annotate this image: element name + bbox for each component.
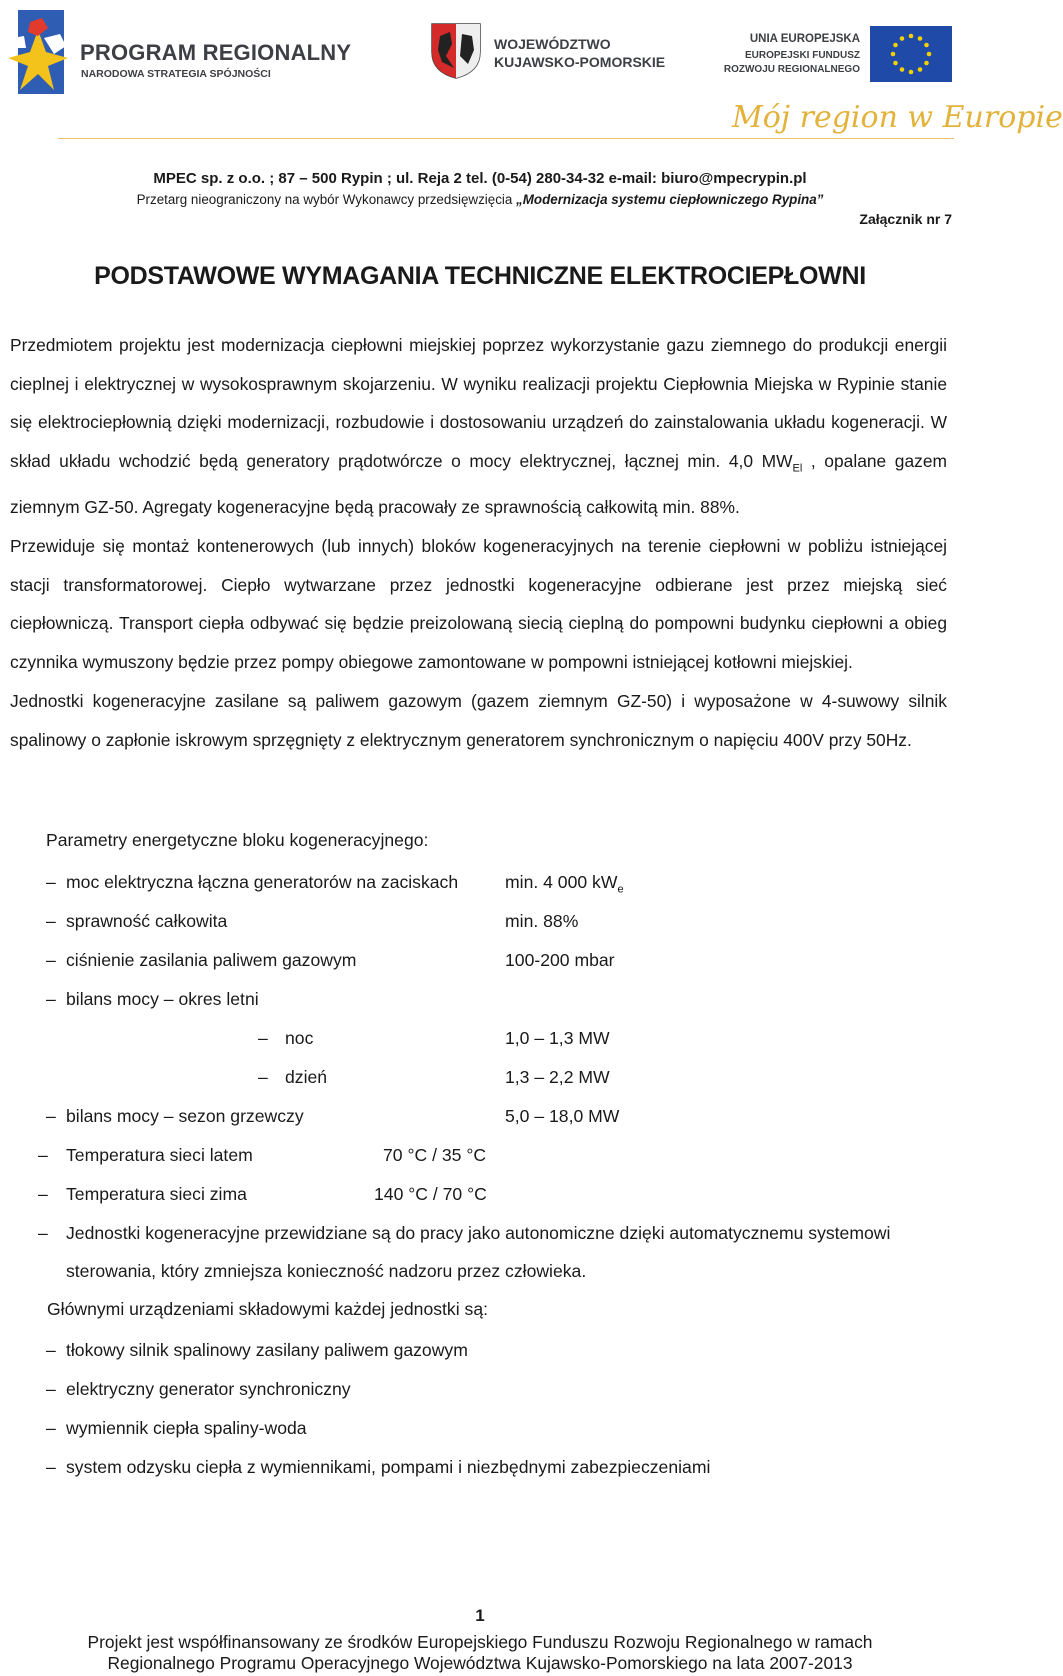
- parameters-heading: Parametry energetyczne bloku kogeneracyjnego:: [46, 830, 429, 850]
- param-label: ciśnienie zasilania paliwem gazowym: [66, 950, 357, 970]
- voivodeship-line1: WOJEWÓDZTWO: [494, 36, 611, 52]
- param-label: bilans mocy – okres letni: [66, 989, 259, 1009]
- footer-line-1: Projekt jest współfinansowany ze środków Europejskiego Funduszu Rozwoju Regionalnego w ramach: [87, 1632, 873, 1652]
- dash-bullet: –: [46, 1418, 56, 1438]
- dash-bullet: –: [46, 1457, 56, 1477]
- param-label: bilans mocy – sezon grzewczy: [66, 1106, 304, 1126]
- eu-logo: [723, 24, 952, 86]
- param-label: noc: [285, 1028, 314, 1048]
- param-value: min. 88%: [505, 911, 579, 931]
- param-value: min. 4 000 $kW_e$: [505, 872, 624, 896]
- param-label: Temperatura sieci zima: [66, 1184, 247, 1204]
- dash-bullet: –: [38, 1184, 48, 1204]
- program-regionalny-subtitle: NARODOWA STRATEGIA SPÓJNOŚCI: [81, 68, 271, 80]
- slogan: Mój region w Europie: [732, 100, 1063, 135]
- eu-logo-line3: ROZWOJU REGIONALNEGO: [723, 64, 860, 75]
- component-label: elektryczny generator synchroniczny: [66, 1379, 351, 1399]
- dash-bullet: –: [46, 950, 56, 970]
- dash-bullet: –: [46, 1379, 56, 1399]
- component-label: wymiennik ciepła spaliny-woda: [66, 1418, 307, 1438]
- param-value: 1,0 – 1,3 MW: [505, 1028, 610, 1048]
- components-heading: Głównymi urządzeniami składowymi każdej jednostki są:: [47, 1299, 488, 1319]
- paragraph-fuel: Jednostki kogeneracyjne zasilane są paliwem gazowym (gazem ziemnym GZ-50) i wyposażone w 4-suwowy silnik spalinowy o zapłonie iskrowym sprzęgnięty z elektrycznym generatorem synchronicznym o napięciu 400V przy 50Hz.: [10, 690, 947, 750]
- document-title: PODSTAWOWE WYMAGANIA TECHNICZNE ELEKTROCIEPŁOWNI: [94, 262, 866, 290]
- param-value: 5,0 – 18,0 MW: [505, 1106, 620, 1126]
- dash-bullet: –: [46, 989, 56, 1009]
- paragraph-installation: Przewiduje się montaż kontenerowych (lub innych) bloków kogeneracyjnych na terenie ciepłowni w pobliżu istniejącej stacji transformatorowej. Ciepło wytwarzane przez jednostki kogeneracyjne odbierane jest przez miejską sieć ciepłowniczą. Transport ciepła odbywać się będzie preizolowaną siecią cieplną do pompowni budynku ciepłowni a obieg czynnika wymuszony będzie przez pompy obiegowe zamontowane w pompowni istniejącej kotłowni miejskiej.: [10, 535, 947, 673]
- eu-logo-line1: UNIA EUROPEJSKA: [749, 33, 860, 45]
- program-regionalny-logo: [8, 8, 352, 100]
- dash-bullet: –: [38, 1223, 48, 1243]
- param-label: sprawność całkowita: [66, 911, 228, 931]
- component-label: system odzysku ciepła z wymiennikami, pompami i niezbędnymi zabezpieczeniami: [66, 1457, 711, 1477]
- dash-bullet: –: [258, 1028, 268, 1048]
- subscript-el: El: [792, 462, 803, 475]
- param-value: 70 °C / 35 °C: [383, 1145, 487, 1165]
- paragraph-1-part-a: Przedmiotem projektu jest modernizacja ciepłowni miejskiej poprzez wykorzystanie gazu ziemnego do produkcji energii cieplnej i elektrycznej w wysokosprawnym skojarzeniu. W wyniku realizacji projektu Ciepłownia Miejska w Rypinie stanie się elektrociepłownią dzięki modernizacji, rozbudowie i dostosowaniu urządzeń do zainstalowania układu kogeneracji. W skład układu wchodzić będą generatory prądotwórcze o mocy elektrycznej, łącznej min. 4,0 MW: [10, 335, 947, 472]
- note-line-1: Jednostki kogeneracyjne przewidziane są do pracy jako autonomiczne dzięki automatycznemu systemowi: [66, 1223, 891, 1243]
- param-label: dzień: [285, 1067, 328, 1087]
- dash-bullet: –: [46, 911, 56, 931]
- footer-line-2: Regionalnego Programu Operacyjnego Województwa Kujawsko-Pomorskiego na lata 2007-2013: [107, 1653, 853, 1673]
- param-value: 140 °C / 70 °C: [374, 1184, 487, 1204]
- coat-of-arms-icon: [430, 22, 482, 80]
- body-text: [10, 326, 947, 759]
- component-label: tłokowy silnik spalinowy zasilany paliwem gazowym: [66, 1340, 468, 1360]
- eu-logo-line2: EUROPEJSKI FUNDUSZ: [744, 50, 860, 61]
- param-label: Temperatura sieci latem: [66, 1145, 253, 1165]
- dash-bullet: –: [46, 1340, 56, 1360]
- dash-bullet: –: [46, 872, 56, 892]
- paragraph-project-subject: [10, 326, 947, 527]
- eu-flag-icon: [870, 26, 952, 82]
- tender-line: [0, 192, 960, 207]
- tender-prefix: Przetarg nieograniczony na wybór Wykonawcy przedsięwzięcia: [136, 192, 517, 207]
- header-divider: [58, 138, 954, 139]
- dash-bullet: –: [46, 1106, 56, 1126]
- param-value: 100-200 mbar: [505, 950, 615, 970]
- page-number: 1: [475, 1606, 485, 1625]
- param-label: moc elektryczna łączna generatorów na zaciskach: [66, 872, 459, 892]
- note-line-2: sterowania, który zmniejsza konieczność nadzoru przez człowieka.: [66, 1261, 587, 1281]
- voivodeship-logo: [430, 22, 670, 92]
- annex-label: Załącznik nr 7: [859, 211, 952, 227]
- program-regionalny-title: PROGRAM REGIONALNY: [80, 40, 352, 65]
- contact-line: MPEC sp. z o.o. ; 87 – 500 Rypin ; ul. Reja 2 tel. (0-54) 280-34-32 e-mail: biuro@mpecrypin.pl: [153, 170, 807, 187]
- program-regionalny-emblem-icon: [8, 8, 72, 98]
- dash-bullet: –: [258, 1067, 268, 1087]
- tender-project-name: „Modernizacja systemu ciepłowniczego Rypina”: [516, 192, 824, 207]
- dash-bullet: –: [38, 1145, 48, 1165]
- paragraph-1-part-b: , opalane gazem ziemnym GZ-50. Agregaty kogeneracyjne będą pracowały ze sprawnością całkowitą min. 88%.: [10, 451, 947, 518]
- param-value: 1,3 – 2,2 MW: [505, 1067, 610, 1087]
- voivodeship-line2: KUJAWSKO-POMORSKIE: [494, 54, 666, 70]
